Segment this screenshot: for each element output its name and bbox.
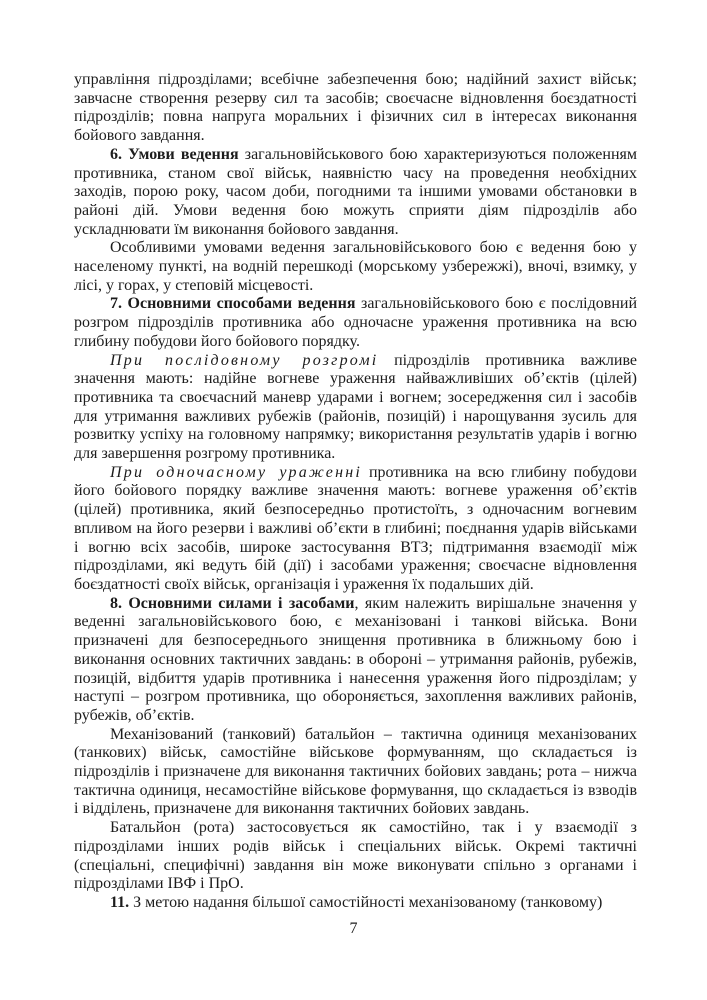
sequential-defeat-lead: При послідовному розгромі xyxy=(110,351,379,369)
paragraph-text: підрозділів противника важливе значення мають: надійне вогневе ураження найважливіших об’єктів (цілей) противника та своєчасний маневр ударами і вогнем; зосередження сил і засобів для утримання важливих рубежів (районів, позицій) і нарощування зусиль для розвитку успіху на головному напрямку; використання результатів ударів і вогню для завершення розгрому противника. xyxy=(74,351,638,463)
paragraph-text: Особливими умовами ведення загальновійськового бою є ведення бою у населеному пункті, на водній перешкоді (морському узбережжі), вночі, взимку, у лісі, у горах, у степовій місцевості. xyxy=(74,239,637,294)
document-body xyxy=(74,71,637,913)
paragraph-battalion-definition xyxy=(74,726,637,820)
paragraph-simultaneous-engagement xyxy=(74,464,637,595)
paragraph-continuation xyxy=(74,71,637,146)
paragraph-text: , яким належить вирішальне значення у веденні загальновійськового бою, є механізовані і танкові війська. Вони призначені для безпосереднього знищення противника в ближньому бою і виконання основних тактичних завдань: в обороні – утримання районів, рубежів, позицій, відбиття ударів противника і нанесення ураження його підрозділам; у наступі – розгром противника, що обороняється, захоплення важливих районів, рубежів, об’єктів. xyxy=(74,594,637,724)
simultaneous-engagement-lead: При одночасному ураженні xyxy=(110,463,362,481)
paragraph-text: загальновійськового бою є послідовний розгром підрозділів противника або одночасне ураження противника на всю глибину побудови його бойового порядку. xyxy=(74,295,638,350)
page-number: 7 xyxy=(349,920,358,937)
paragraph-item-7 xyxy=(74,295,637,351)
paragraph-special-conditions xyxy=(74,239,637,295)
paragraph-item-8 xyxy=(74,595,637,726)
paragraph-item-11 xyxy=(74,894,637,913)
paragraph-text: противника на всю глибину побудови його бойового порядку важливе значення мають: вогневе ураження об’єктів (цілей) противника, який безпосередньо протистоїть, з одночасним вогневим впливом на його резерви і важливі об’єкти в глибині; поєднання ударів військами і вогню всіх засобів, широке застосування ВТЗ; підтримання взаємодії між підрозділами, які ведуть бій (дії) і засобами ураження; своєчасне відновлення боєздатності своїх військ, організація і ураження їх подальших дій. xyxy=(74,463,637,593)
paragraph-text: З метою надання більшої самостійності механізованому (танковому) xyxy=(129,893,603,911)
item-7-heading: 7. Основними способами ведення xyxy=(110,295,356,313)
paragraph-text: загальновійськового бою характеризуються положенням противника, станом свої військ, наявністю часу на проведення необхідних заходів, порою року, часом доби, погодними та іншими умовами обстановки в районі дій. Умови ведення бою можуть сприяти діям підрозділів або ускладнювати їм виконання бойового завдання. xyxy=(74,145,637,238)
item-6-heading: 6. Умови ведення xyxy=(110,145,239,163)
paragraph-text: управління підрозділами; всебічне забезпечення бою; надійний захист військ; завчасне створення резерву сил та засобів; своєчасне відновлення боєздатності підрозділів; повна напруга моральних і фізичних сил в інтересах виконання бойового завдання. xyxy=(74,71,637,145)
paragraph-battalion-employment xyxy=(74,819,637,894)
item-8-heading: 8. Основними силами і засобами xyxy=(110,594,355,612)
paragraph-text: Батальйон (рота) застосовується як самостійно, так і у взаємодії з підрозділами інших родів військ і спеціальних військ. Окремі тактичні (спеціальні, специфічні) завдання він може виконувати спільно з органами і підрозділами ІВФ і ПрО. xyxy=(74,819,637,893)
paragraph-text: Механізований (танковий) батальйон – тактична одиниця механізованих (танкових) військ, самостійне військове формуванням, що складається із підрозділів і призначене для виконання тактичних бойових завдань; рота – нижча тактична одиниця, несамостійне військове формування, що складається із взводів і відділень, призначене для виконання тактичних бойових завдань. xyxy=(74,725,637,818)
item-11-number: 11. xyxy=(110,893,130,911)
paragraph-sequential-defeat xyxy=(74,352,637,464)
paragraph-item-6 xyxy=(74,146,637,240)
